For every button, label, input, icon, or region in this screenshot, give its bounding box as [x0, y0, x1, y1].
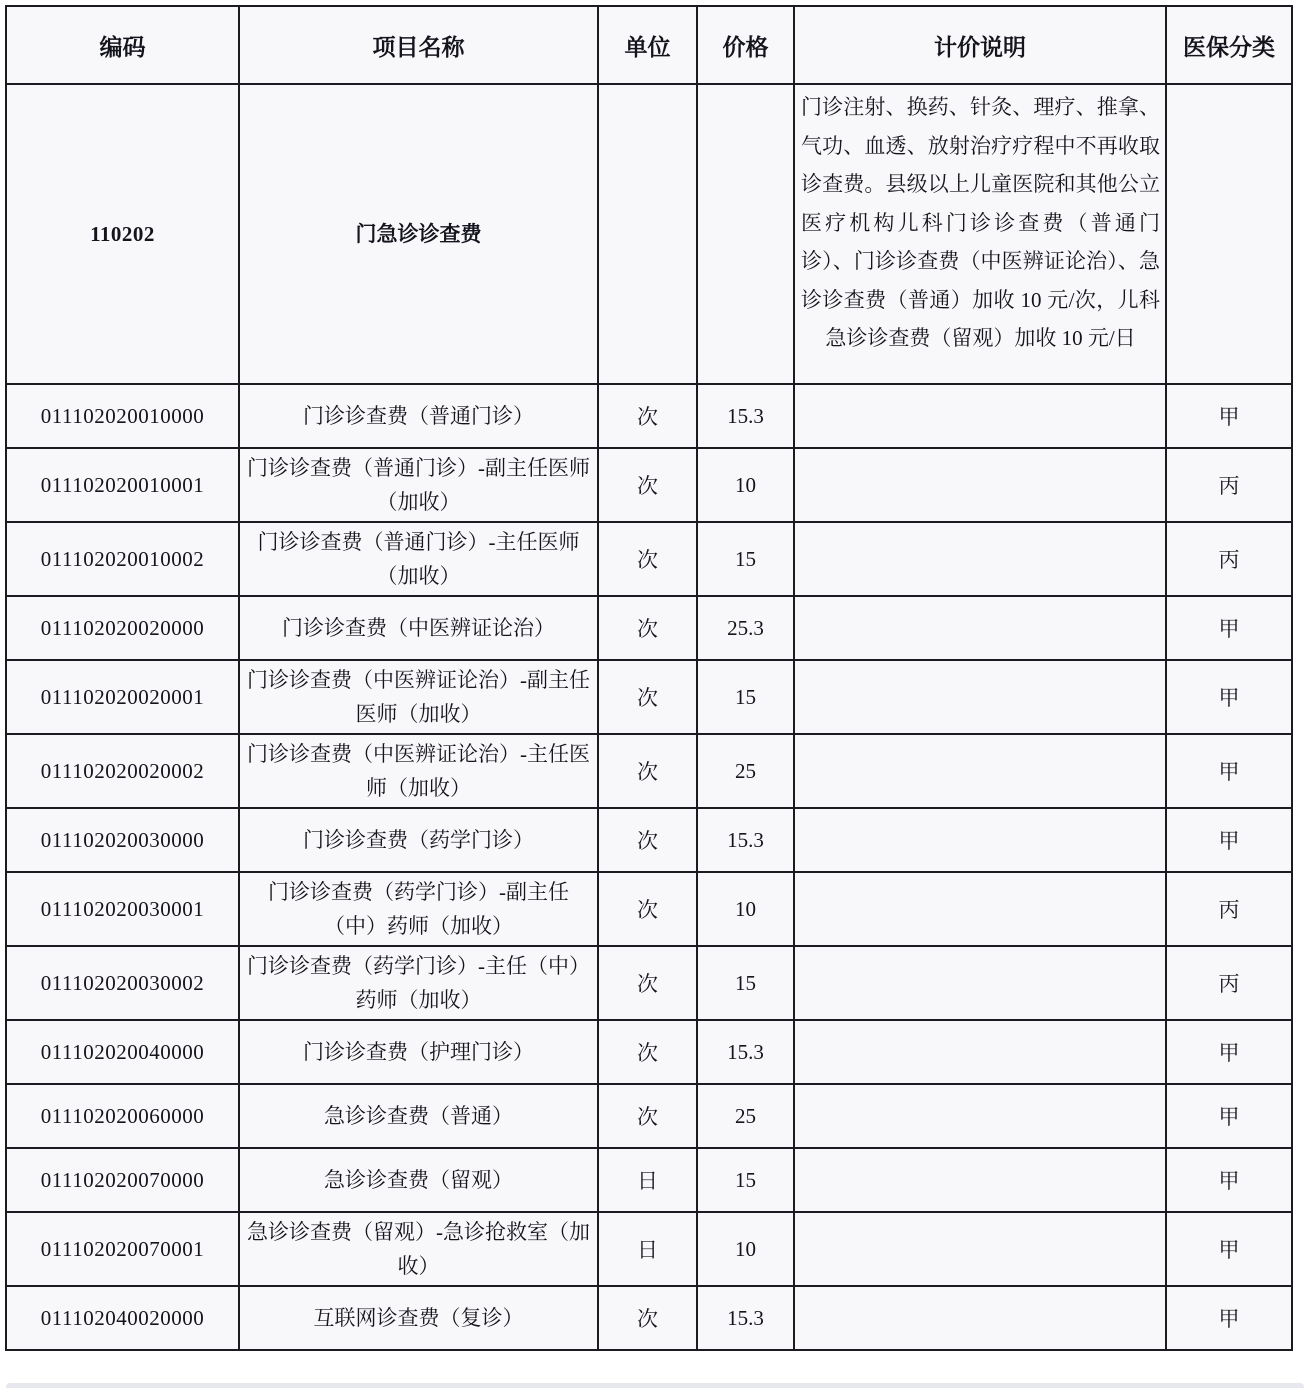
- group-row-110202: [6, 84, 1292, 384]
- table-row: [6, 1286, 1292, 1350]
- row-pricing-note: [794, 872, 1166, 946]
- row-code: 011102020020000: [6, 596, 239, 660]
- row-insurance-category: 丙: [1166, 872, 1292, 946]
- row-price: 15.3: [697, 808, 794, 872]
- row-insurance-category: 甲: [1166, 1148, 1292, 1212]
- table-row: [6, 1084, 1292, 1148]
- fee-schedule-page: [0, 5, 1310, 1388]
- row-code: 011102020010001: [6, 448, 239, 522]
- group-item-name: 门急诊诊查费: [239, 84, 598, 384]
- col-header-price: 价格: [697, 6, 794, 84]
- row-item-name: 门诊诊查费（普通门诊）-主任医师（加收）: [239, 522, 598, 596]
- row-code: 011102020060000: [6, 1084, 239, 1148]
- row-item-name: 门诊诊查费（药学门诊）: [239, 808, 598, 872]
- row-unit: 次: [598, 872, 697, 946]
- row-pricing-note: [794, 596, 1166, 660]
- row-price: 10: [697, 872, 794, 946]
- row-item-name: 门诊诊查费（中医辨证论治）-副主任医师（加收）: [239, 660, 598, 734]
- row-item-name: 门诊诊查费（药学门诊）-主任（中）药师（加收）: [239, 946, 598, 1020]
- row-unit: 次: [598, 448, 697, 522]
- row-pricing-note: [794, 808, 1166, 872]
- row-insurance-category: 丙: [1166, 522, 1292, 596]
- table-row: [6, 1212, 1292, 1286]
- col-header-unit: 单位: [598, 6, 697, 84]
- row-unit: 次: [598, 1286, 697, 1350]
- row-price: 25.3: [697, 596, 794, 660]
- table-row: [6, 946, 1292, 1020]
- row-code: 011102020030000: [6, 808, 239, 872]
- row-insurance-category: 甲: [1166, 1020, 1292, 1084]
- table-row: [6, 1020, 1292, 1084]
- table-row: [6, 872, 1292, 946]
- row-item-name: 门诊诊查费（中医辨证论治）: [239, 596, 598, 660]
- row-price: 15: [697, 522, 794, 596]
- row-insurance-category: 甲: [1166, 734, 1292, 808]
- fee-table: [5, 5, 1293, 1351]
- col-header-code: 编码: [6, 6, 239, 84]
- row-unit: 日: [598, 1148, 697, 1212]
- row-insurance-category: 甲: [1166, 1212, 1292, 1286]
- row-code: 011102020070001: [6, 1212, 239, 1286]
- row-price: 15.3: [697, 384, 794, 448]
- row-item-name: 门诊诊查费（普通门诊）-副主任医师（加收）: [239, 448, 598, 522]
- row-insurance-category: 甲: [1166, 596, 1292, 660]
- row-code: 011102020070000: [6, 1148, 239, 1212]
- row-price: 25: [697, 1084, 794, 1148]
- row-price: 15: [697, 1148, 794, 1212]
- row-pricing-note: [794, 1286, 1166, 1350]
- header-row: [6, 6, 1292, 84]
- row-code: 011102020020002: [6, 734, 239, 808]
- group-unit-cell: [598, 84, 697, 384]
- table-row: [6, 1148, 1292, 1212]
- group-price-cell: [697, 84, 794, 384]
- col-header-pricing-note: 计价说明: [794, 6, 1166, 84]
- row-pricing-note: [794, 734, 1166, 808]
- row-unit: 次: [598, 596, 697, 660]
- fee-table-header: [6, 6, 1292, 84]
- row-code: 011102020030001: [6, 872, 239, 946]
- row-pricing-note: [794, 946, 1166, 1020]
- row-code: 011102040020000: [6, 1286, 239, 1350]
- row-item-name: 急诊诊查费（普通）: [239, 1084, 598, 1148]
- row-pricing-note: [794, 1212, 1166, 1286]
- row-item-name: 门诊诊查费（中医辨证论治）-主任医师（加收）: [239, 734, 598, 808]
- table-row: [6, 660, 1292, 734]
- row-pricing-note: [794, 1084, 1166, 1148]
- table-row: [6, 596, 1292, 660]
- row-price: 15: [697, 946, 794, 1020]
- row-item-name: 互联网诊查费（复诊）: [239, 1286, 598, 1350]
- row-price: 15.3: [697, 1286, 794, 1350]
- row-price: 10: [697, 448, 794, 522]
- row-unit: 次: [598, 808, 697, 872]
- row-item-name: 门诊诊查费（药学门诊）-副主任（中）药师（加收）: [239, 872, 598, 946]
- table-row: [6, 734, 1292, 808]
- row-unit: 次: [598, 946, 697, 1020]
- row-pricing-note: [794, 660, 1166, 734]
- group-code: 110202: [6, 84, 239, 384]
- row-price: 15: [697, 660, 794, 734]
- row-unit: 次: [598, 1020, 697, 1084]
- row-item-name: 门诊诊查费（护理门诊）: [239, 1020, 598, 1084]
- pricing-note-text: 门诊注射、换药、针灸、理疗、推拿、气功、血透、放射治疗疗程中不再收取诊查费。县级以上儿童医院和其他公立医疗机构儿科门诊诊查费（普通门诊）、门诊诊查费（中医辨证论治）、急诊诊查费（普通）加收 10 元/次，儿科急诊诊查费（留观）加收 10 元/日: [801, 95, 1160, 350]
- row-item-name: 急诊诊查费（留观）-急诊抢救室（加收）: [239, 1212, 598, 1286]
- row-code: 011102020020001: [6, 660, 239, 734]
- row-unit: 次: [598, 1084, 697, 1148]
- table-row: [6, 448, 1292, 522]
- group-pricing-note-cell: [794, 84, 1166, 384]
- row-insurance-category: 甲: [1166, 660, 1292, 734]
- table-row: [6, 384, 1292, 448]
- row-price: 15.3: [697, 1020, 794, 1084]
- row-insurance-category: 甲: [1166, 808, 1292, 872]
- row-unit: 次: [598, 522, 697, 596]
- row-unit: 次: [598, 660, 697, 734]
- row-pricing-note: [794, 448, 1166, 522]
- table-row: [6, 522, 1292, 596]
- row-unit: 日: [598, 1212, 697, 1286]
- row-code: 011102020030002: [6, 946, 239, 1020]
- row-insurance-category: 甲: [1166, 1084, 1292, 1148]
- row-price: 10: [697, 1212, 794, 1286]
- row-pricing-note: [794, 1148, 1166, 1212]
- col-header-insurance-category: 医保分类: [1166, 6, 1292, 84]
- row-code: 011102020010002: [6, 522, 239, 596]
- row-insurance-category: 丙: [1166, 946, 1292, 1020]
- row-item-name: 门诊诊查费（普通门诊）: [239, 384, 598, 448]
- row-item-name: 急诊诊查费（留观）: [239, 1148, 598, 1212]
- row-pricing-note: [794, 384, 1166, 448]
- row-code: 011102020010000: [6, 384, 239, 448]
- row-pricing-note: [794, 522, 1166, 596]
- fee-table-body: [6, 384, 1292, 1350]
- row-insurance-category: 甲: [1166, 1286, 1292, 1350]
- col-header-item-name: 项目名称: [239, 6, 598, 84]
- row-price: 25: [697, 734, 794, 808]
- group-category-cell: [1166, 84, 1292, 384]
- row-pricing-note: [794, 1020, 1166, 1084]
- row-unit: 次: [598, 384, 697, 448]
- row-insurance-category: 丙: [1166, 448, 1292, 522]
- row-insurance-category: 甲: [1166, 384, 1292, 448]
- row-unit: 次: [598, 734, 697, 808]
- table-row: [6, 808, 1292, 872]
- next-row-partial: [6, 1383, 1304, 1388]
- row-code: 011102020040000: [6, 1020, 239, 1084]
